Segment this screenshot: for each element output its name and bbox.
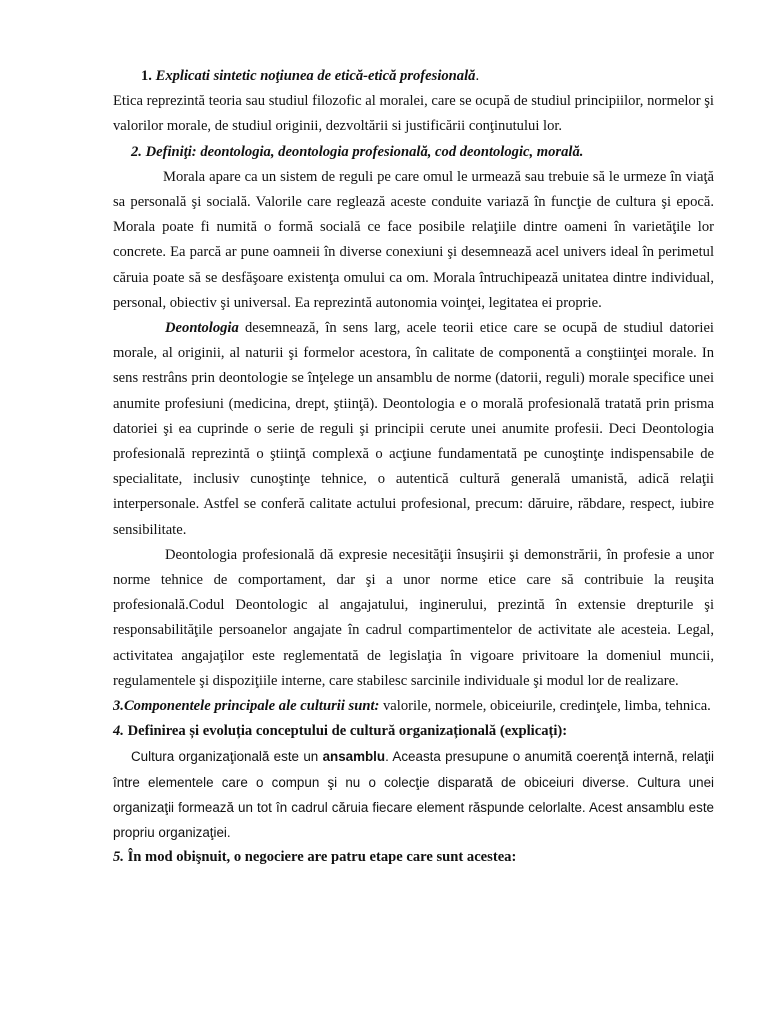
question-1-title: Explicati sintetic noţiunea de etică-etică profesională [155,68,476,84]
question-2-heading: 2. Definiţi: deontologia, deontologia profesională, cod deontologic, morală. [131,143,584,160]
question-4-title: Definirea și evoluția conceptului de cultură organizațională (explicați): [123,723,568,740]
question-1-heading [113,64,714,89]
question-1-period: . [475,68,480,84]
deontologia-text: desemnează, în sens larg, acele teorii etice care se ocupă de studiul datoriei morale, al originii, al naturii şi formelor acestora, în calitate de componentă a conştiinţei morale. In sens restrâns prin deontologie se înţelege un ansamblu de norme (datorii, reguli) morale specifice unei anumite profesiuni (medicina, drept, ştiinţă). Deontologia e o morală profesională tratată prin prisma datoriei şi ea cuprinde o serie de reguli şi principii cerute unei anumite profesii. Deci Deontologia profesională reprezintă o ştiinţă complexă o acţiune fundamentată pe cunoştinţe indispensabile de specialitate, inclusiv cunoştinţe tehnice, o autentică cultură generală umanistă, adică relaţii interpersonale. Astfel se conferă calitate actului profesional, precum: dăruire, răbdare, respect, iubire sensibilitate. [113,320,714,538]
question-5-number: 5. [113,849,124,866]
ansamblu-term: ansamblu [322,749,386,765]
paragraph-cultura-organizationala [113,744,714,845]
question-4-heading [113,719,714,744]
question-4-number: 4. [113,723,124,740]
paragraph-etica: Etica reprezintă teoria sau studiul filozofic al moralei, care se ocupă de studiul principiilor, normelor şi valorilor morale, de studiul originii, dezvoltării si justificării conţinutului lor. [113,93,714,135]
question-1-number: 1. [141,68,152,84]
cultura-text-before: Cultura organizaţională este un [131,749,323,765]
document-body [113,64,714,871]
question-3-answer: valorile, normele, obiceiurile, credinţele, limba, tehnica. [379,698,711,715]
paragraph-deontologia [113,316,714,543]
paragraph-deontologia-profesionala: Deontologia profesională dă expresie necesităţii însuşirii şi demonstrării, în profesie a unor norme tehnice de comportament, dar şi a unor norme etice care să contribuie la reuşita profesională.Codul Deontologic al angajatului, inginerului, prezintă în extensie drepturile şi responsabilităţile persoanelor angajate în cadrul compartimentelor de activitate ale acesteia. Legal, activitatea angajaţilor este reglementată de legislaţia în vigoare privitoare la domeniul muncii, regulamentele şi dispoziţiile interne, care stabilesc sarcinile individuale şi modul lor de realizare. [113,546,714,689]
deontologia-term: Deontologia [165,320,239,337]
question-3-paragraph [113,694,714,719]
question-5-title: În mod obişnuit, o negociere are patru etape care sunt acestea: [123,849,517,866]
cultura-text-after: . Aceasta presupune o anumită coerenţă internă, relaţii între elementele care o compun şi nu o colecţie disparată de obiceiuri diverse. Cultura unei organizaţii formează un tot în cadrul căruia fiecare element răspunde celorlalte. Acest ansamblu este propriu organizaţiei. [113,749,715,841]
question-5-heading [113,845,714,870]
question-3-title: 3.Componentele principale ale culturii sunt: [113,698,380,715]
paragraph-morala: Morala apare ca un sistem de reguli pe care omul le urmează sau trebuie să le urmeze în viaţă sa personală şi socială. Valorile care reglează aceste conduite variază în funcţie de cultura şi epocă. Morala poate fi numită o formă socială ce face posibile relaţiile dintre oameni în varietăţile lor concrete. Ea parcă ar pune oamneii în diverse conexiuni şi desemnează acel univers ideal în perimetul căruia poate să se desfăşoare existenţa omului ca om. Morala întruchipează unitatea dintre individual, personal, obiectiv şi universal. Ea reprezintă autonomia voinţei, legitatea ei proprie. [113,168,714,311]
